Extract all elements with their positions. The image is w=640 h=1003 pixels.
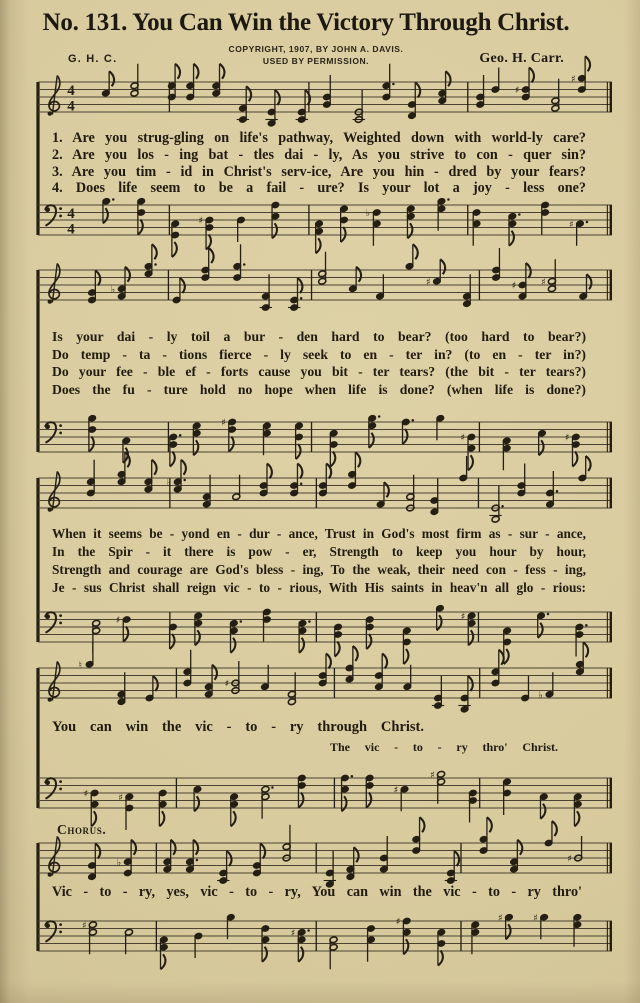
note-chord (261, 665, 270, 691)
note-chord (323, 75, 332, 108)
note-chord (430, 770, 445, 804)
note-chord (396, 917, 411, 955)
note-chord (345, 646, 358, 683)
system-barline (36, 668, 39, 808)
note-chord (137, 197, 146, 234)
chorus-label: Chorus. (57, 822, 107, 837)
bass-staff (38, 197, 612, 257)
note-chord (111, 267, 130, 300)
note-chord (329, 429, 338, 466)
note-chord (573, 793, 582, 826)
svg-text:♯: ♯ (514, 85, 520, 97)
note-chord (202, 475, 211, 508)
note-chord (546, 471, 559, 508)
note-chord (579, 274, 592, 300)
lyric-line: Do temp - ta - tions fierce - ly seek to en - ter in? (to en - ter in?) (52, 346, 586, 362)
note-chord (340, 205, 349, 242)
note-chord (438, 71, 451, 104)
note-chord (537, 612, 550, 638)
note-chord (226, 913, 235, 939)
permission-line: USED BY PERMISSION. (262, 56, 370, 66)
note-chord (541, 259, 556, 292)
svg-text:♯: ♯ (460, 611, 466, 623)
bass-staff (38, 913, 612, 969)
system-barline (36, 843, 39, 951)
note-chord (368, 414, 381, 447)
note-chord (221, 418, 236, 452)
composer-name: Geo. H. Carr. (479, 51, 564, 66)
svg-text:♯: ♯ (224, 678, 230, 690)
note-chord (402, 627, 411, 664)
note-chord (144, 460, 157, 493)
note-chord (290, 464, 303, 497)
note-chord (376, 274, 385, 300)
note-chord (541, 201, 550, 234)
lyric-line: Strength and courage are God's bless - ing, To the weak, their need con - fess - ing, (52, 561, 586, 577)
note-chord (198, 216, 213, 250)
note-chord (365, 774, 374, 807)
note-chord (237, 216, 246, 242)
svg-text:♭: ♭ (365, 208, 371, 220)
svg-text:♮: ♮ (78, 659, 82, 671)
note-chord (502, 437, 511, 470)
note-chord (479, 817, 492, 854)
note-chord (118, 792, 133, 830)
svg-text:♯: ♯ (393, 784, 399, 796)
treble-staff (38, 244, 612, 311)
svg-text:♯: ♯ (81, 920, 87, 932)
note-chord (125, 928, 134, 954)
svg-text:♯: ♯ (567, 853, 572, 865)
note-chord (517, 464, 526, 497)
note-chord (117, 672, 126, 705)
note-chord (318, 252, 327, 285)
treble-staff (38, 817, 612, 888)
note-chord (288, 672, 297, 705)
note-chord (476, 75, 485, 108)
note-chord (403, 665, 412, 691)
note-chord (539, 672, 554, 701)
note-chord (394, 785, 409, 811)
note-chord (163, 840, 176, 873)
note-chord (144, 244, 157, 277)
note-chord (426, 259, 445, 288)
svg-text:♯: ♯ (425, 276, 431, 288)
note-chord (471, 921, 480, 954)
note-chord (296, 90, 310, 123)
note-chord (565, 433, 580, 467)
note-chord (171, 220, 180, 257)
svg-text:♯: ♯ (198, 215, 203, 227)
svg-text:♯: ♯ (533, 912, 538, 924)
time-signature (67, 206, 75, 238)
note-chord (539, 793, 548, 819)
note-chord (515, 68, 534, 101)
bass-clef-icon (45, 612, 62, 633)
verse-block-3 (52, 526, 586, 598)
svg-text:4: 4 (67, 98, 75, 115)
svg-text:4: 4 (67, 83, 75, 99)
note-chord (217, 851, 231, 884)
note-chord (512, 263, 531, 300)
note-chord (576, 642, 589, 675)
svg-text:4: 4 (67, 206, 75, 222)
system-barline (36, 478, 39, 642)
note-chord (88, 414, 97, 451)
note-chord (436, 604, 445, 630)
time-signature (67, 83, 75, 115)
note-chord (521, 676, 530, 702)
svg-text:♭: ♭ (538, 689, 543, 701)
note-chord (551, 79, 560, 112)
note-chord (298, 619, 311, 652)
note-chord (468, 789, 477, 822)
note-chord (508, 212, 521, 245)
note-chord (375, 654, 388, 691)
refrain-line: You can win the vic - to - ry through Christ. (52, 719, 424, 735)
note-chord (233, 244, 246, 281)
note-chord (458, 676, 472, 713)
note-chord (102, 197, 115, 223)
copyright-line: COPYRIGHT, 1907, BY JOHN A. DAVIS. (228, 44, 404, 54)
note-chord (159, 936, 168, 969)
svg-text:♯: ♯ (570, 73, 576, 85)
note-chord (186, 840, 199, 873)
lyric-line: Does the fu - ture hold no hope when life is done? (when life is done?) (52, 381, 586, 397)
note-chord (436, 414, 445, 440)
note-chord (88, 844, 101, 881)
note-chord (130, 64, 139, 97)
note-chord (84, 789, 99, 827)
note-chord (573, 913, 582, 946)
lyric-line: 3. Are you tim - id in Christ's serv-ice, Are you hin - dred by your fears? (52, 163, 586, 180)
svg-text:♯: ♯ (221, 417, 226, 429)
lyric-line: 2. Are you los - ing bat - tles dai - ly, As you strive to con - quer sin? (52, 146, 586, 163)
svg-text:♯: ♯ (460, 432, 465, 444)
note-chord (261, 785, 274, 818)
note-chord (348, 267, 361, 293)
note-chord (380, 836, 389, 873)
verse-block-2 (52, 329, 586, 399)
bass-staff (38, 414, 612, 470)
note-chord (510, 840, 523, 873)
note-chord (533, 913, 548, 939)
note-chord (253, 844, 266, 877)
note-chord (492, 248, 501, 281)
note-chord (169, 623, 178, 649)
note-chord (82, 920, 97, 954)
note-chord (212, 64, 225, 97)
bass-clef-icon (45, 422, 62, 443)
svg-text:♯: ♯ (118, 792, 123, 804)
note-chord (291, 928, 310, 962)
note-chord (88, 271, 101, 304)
note-chord (365, 616, 374, 649)
note-chord (437, 928, 446, 965)
svg-text:♯: ♯ (511, 280, 517, 292)
note-chord (232, 475, 241, 501)
note-chord (79, 642, 94, 671)
note-chord (376, 482, 389, 508)
svg-text:♭: ♭ (166, 477, 172, 489)
svg-text:♯: ♯ (290, 927, 296, 939)
lyric-line: Je - sus Christ shall reign vic - to - rious, With His saints in heav'n all glo - rious: (52, 579, 586, 595)
lyric-line: 1. Are you strug-gling on life's pathway, Weighted down with world-ly care? (52, 130, 586, 146)
note-chord (230, 793, 239, 826)
note-chord (319, 464, 332, 497)
note-chord (259, 464, 272, 497)
svg-text:♭: ♭ (110, 284, 116, 296)
note-chord (204, 665, 217, 698)
system-barline (36, 270, 39, 452)
svg-text:4: 4 (67, 221, 75, 238)
bass-staff (38, 770, 612, 830)
note-chord (324, 851, 336, 888)
svg-text:♯: ♯ (395, 916, 401, 928)
note-chord (405, 244, 418, 270)
note-chord (194, 932, 203, 958)
verse-block-1 (52, 130, 586, 197)
page-title: No. 131. You Can Win the Victory Through Christ. (42, 9, 570, 36)
bass-clef-icon (45, 205, 62, 226)
note-chord (437, 197, 450, 230)
note-chord (116, 615, 131, 641)
note-chord (192, 422, 201, 455)
note-chord (498, 913, 513, 939)
note-chord (353, 90, 365, 123)
note-chord (430, 479, 439, 516)
bass-clef-icon (45, 778, 62, 799)
note-chord (224, 661, 239, 694)
note-chord (101, 71, 114, 97)
note-chord (265, 90, 279, 127)
note-chord (575, 623, 588, 656)
note-chord (460, 433, 475, 471)
svg-text:♯: ♯ (83, 788, 89, 800)
note-chord (346, 847, 359, 880)
lyric-line: In the Spir - it there is pow - er, Strength to keep you hour by hour, (52, 543, 586, 559)
lyric-line: 4. Does life seem to be a fail - ure? Is your lot a joy - less one? (52, 180, 586, 197)
svg-text:♯: ♯ (564, 432, 570, 444)
note-chord (569, 219, 588, 245)
note-chord (412, 817, 425, 854)
note-chord (461, 611, 476, 645)
svg-text:♯: ♯ (540, 276, 546, 288)
author-initials: G. H. C. (68, 53, 118, 65)
note-chord (491, 68, 500, 94)
note-chord (169, 433, 182, 466)
note-chord (348, 452, 361, 489)
note-chord (334, 623, 343, 656)
note-chord (408, 83, 421, 120)
lyric-line: When it seems be - yond en - dur - ance, Trust in God's most firm as - sur - ance, (52, 526, 586, 541)
lyric-line: Do your fee - ble ef - forts cause you bit - ter tears? (the bit - ter tears?) (52, 364, 586, 379)
note-chord (288, 278, 302, 311)
note-chord (432, 676, 444, 709)
lyric-line: Is your dai - ly toil a bur - den hard to bear? (too hard to bear?) (52, 329, 586, 344)
note-chord (329, 936, 338, 969)
note-chord (463, 274, 472, 307)
svg-text:♯: ♯ (430, 769, 435, 781)
note-chord (295, 422, 304, 459)
note-chord (318, 654, 331, 687)
note-chord (201, 248, 214, 281)
chorus-lyric-line: Vic - to - ry, yes, vic - to - ry, You can win the vic - to - ry thro' (52, 884, 582, 900)
svg-text:♯: ♯ (497, 912, 503, 924)
note-chord (229, 619, 242, 652)
note-chord (315, 220, 324, 253)
note-chord (297, 774, 306, 807)
svg-text:♭: ♭ (116, 857, 122, 869)
note-chord (406, 205, 415, 238)
note-chord (445, 851, 459, 884)
svg-text:♯: ♯ (568, 219, 574, 231)
bass-staff (38, 604, 612, 664)
note-chord (538, 429, 547, 455)
bass-clef-icon (45, 921, 62, 942)
treble-staff (38, 642, 612, 713)
note-chord (459, 456, 468, 482)
refrain-echo-line: The vic - to - ry thro' Christ. (330, 740, 558, 754)
note-chord (262, 422, 271, 455)
note-chord (366, 208, 381, 246)
note-chord (194, 612, 203, 645)
note-chord (503, 778, 512, 815)
note-chord (262, 608, 271, 641)
note-chord (193, 785, 202, 811)
svg-text:♯: ♯ (115, 615, 121, 627)
note-chord (489, 486, 503, 523)
